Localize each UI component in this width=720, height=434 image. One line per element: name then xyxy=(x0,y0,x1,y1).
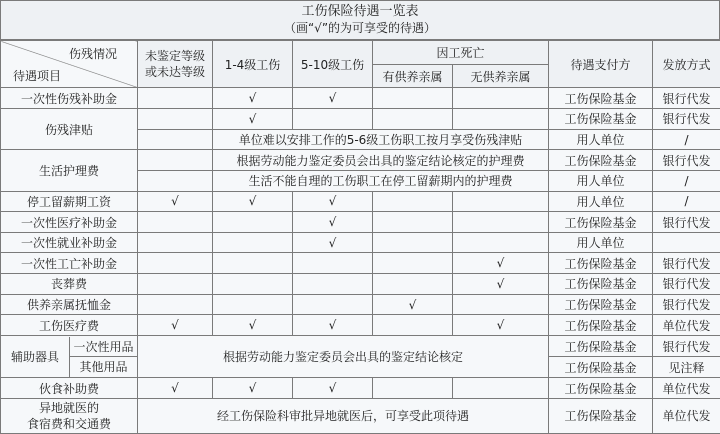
table-row xyxy=(1,294,720,315)
check-mark: √ xyxy=(453,315,549,336)
table-title-bar xyxy=(0,0,720,40)
method-cell xyxy=(653,232,720,253)
check-mark: √ xyxy=(213,109,293,130)
check-mark: √ xyxy=(453,253,549,274)
payer-cell: 工伤保险基金 xyxy=(549,212,653,233)
table-row xyxy=(1,315,720,336)
method-cell: 银行代发 xyxy=(653,88,720,109)
check-mark: √ xyxy=(453,274,549,295)
row-label: 一次性就业补助金 xyxy=(1,232,138,253)
table-row xyxy=(1,109,720,130)
check-mark: √ xyxy=(213,315,293,336)
payer-cell: 用人单位 xyxy=(549,191,653,212)
table-row xyxy=(1,232,720,253)
diag-header-item: 待遇项目 xyxy=(13,69,62,84)
check-mark: √ xyxy=(213,88,293,109)
col-header-payment-channel: 待遇支付方 xyxy=(549,41,653,88)
col-header-with-dependents: 有供养亲属 xyxy=(373,64,453,88)
table-row xyxy=(1,335,720,356)
row-label: 工伤医疗费 xyxy=(1,315,138,336)
payer-cell: 工伤保险基金 xyxy=(549,357,653,378)
row-label: 生活护理费 xyxy=(1,150,138,191)
table-row xyxy=(1,212,720,233)
diag-header-disability: 伤残情况 xyxy=(68,47,117,61)
check-mark: √ xyxy=(293,315,373,336)
table-row xyxy=(1,88,720,109)
method-cell: / xyxy=(653,129,720,150)
row-label: 辅助器具 xyxy=(1,337,70,377)
col-header-without-dependents: 无供养亲属 xyxy=(453,64,549,88)
sub-label: 其他用品 xyxy=(79,359,128,374)
table-row xyxy=(1,378,720,399)
row-label: 丧葬费 xyxy=(1,274,138,295)
payer-cell: 工伤保险基金 xyxy=(549,335,653,356)
row-label: 伙食补助费 xyxy=(1,378,138,399)
note-cell: 经工伤保险科审批异地就医后，可享受此项待遇 xyxy=(138,398,549,433)
check-mark: √ xyxy=(293,88,373,109)
sub-label: 一次性用品 xyxy=(70,337,137,357)
check-mark: √ xyxy=(293,378,373,399)
check-mark: √ xyxy=(138,191,213,212)
payer-cell: 工伤保险基金 xyxy=(549,274,653,295)
check-mark: √ xyxy=(293,232,373,253)
check-mark: √ xyxy=(138,378,213,399)
method-cell: 银行代发 xyxy=(653,212,720,233)
row-label: 一次性伤残补助金 xyxy=(1,88,138,109)
method-cell: 银行代发 xyxy=(653,294,720,315)
header-row-1 xyxy=(1,41,720,65)
method-cell: 单位代发 xyxy=(653,378,720,399)
payer-cell: 工伤保险基金 xyxy=(549,109,653,130)
payer-cell: 工伤保险基金 xyxy=(549,398,653,433)
col-header-unassessed: 未鉴定等级 或未达等级 xyxy=(138,41,213,88)
col-header-level-5-10: 5-10级工伤 xyxy=(293,41,373,88)
check-mark: √ xyxy=(293,212,373,233)
table-title: 工伤保险待遇一览表 xyxy=(301,4,419,19)
row-label-assistive xyxy=(1,335,138,377)
col-header-level-1-4: 1-4级工伤 xyxy=(213,41,293,88)
benefits-table xyxy=(0,40,720,434)
method-cell: 见注释 xyxy=(653,357,720,378)
row-label: 一次性医疗补助金 xyxy=(1,212,138,233)
table-row xyxy=(1,191,720,212)
note-cell: 根据劳动能力鉴定委员会出具的鉴定结论核定的护理费 xyxy=(213,150,549,171)
method-cell: 银行代发 xyxy=(653,109,720,130)
payer-cell: 工伤保险基金 xyxy=(549,315,653,336)
note-cell: 单位难以安排工作的5-6级工伤职工按月享受伤残津贴 xyxy=(213,129,549,150)
col-header-death: 因工死亡 xyxy=(373,41,549,65)
row-label: 伤残津贴 xyxy=(1,109,138,150)
payer-cell: 用人单位 xyxy=(549,232,653,253)
row-label: 供养亲属抚恤金 xyxy=(1,294,138,315)
table-row xyxy=(1,398,720,433)
row-label: 异地就医的 食宿费和交通费 xyxy=(1,398,138,433)
table-row xyxy=(1,150,720,171)
table-row xyxy=(1,274,720,295)
method-cell: 银行代发 xyxy=(653,274,720,295)
row-label: 一次性工亡补助金 xyxy=(1,253,138,274)
payer-cell: 工伤保险基金 xyxy=(549,150,653,171)
col-header-payment-method: 发放方式 xyxy=(653,41,720,88)
table-row xyxy=(1,253,720,274)
payer-cell: 工伤保险基金 xyxy=(549,253,653,274)
check-mark: √ xyxy=(213,378,293,399)
check-mark: √ xyxy=(138,315,213,336)
check-mark: √ xyxy=(373,294,453,315)
table-subtitle: （画“√”的为可享受的待遇） xyxy=(283,21,437,35)
diagonal-header-cell xyxy=(1,41,138,88)
payer-cell: 工伤保险基金 xyxy=(549,88,653,109)
payer-cell: 工伤保险基金 xyxy=(549,378,653,399)
payer-cell: 用人单位 xyxy=(549,170,653,191)
check-mark: √ xyxy=(213,191,293,212)
method-cell: 单位代发 xyxy=(653,398,720,433)
method-cell: 银行代发 xyxy=(653,253,720,274)
method-cell: 银行代发 xyxy=(653,335,720,356)
note-cell: 根据劳动能力鉴定委员会出具的鉴定结论核定 xyxy=(138,335,549,377)
method-cell: 银行代发 xyxy=(653,150,720,171)
method-cell: / xyxy=(653,170,720,191)
method-cell: / xyxy=(653,191,720,212)
check-mark: √ xyxy=(293,191,373,212)
method-cell: 单位代发 xyxy=(653,315,720,336)
row-label: 停工留薪期工资 xyxy=(1,191,138,212)
note-cell: 生活不能自理的工伤职工在停工留薪期内的护理费 xyxy=(213,170,549,191)
payer-cell: 工伤保险基金 xyxy=(549,294,653,315)
payer-cell: 用人单位 xyxy=(549,129,653,150)
